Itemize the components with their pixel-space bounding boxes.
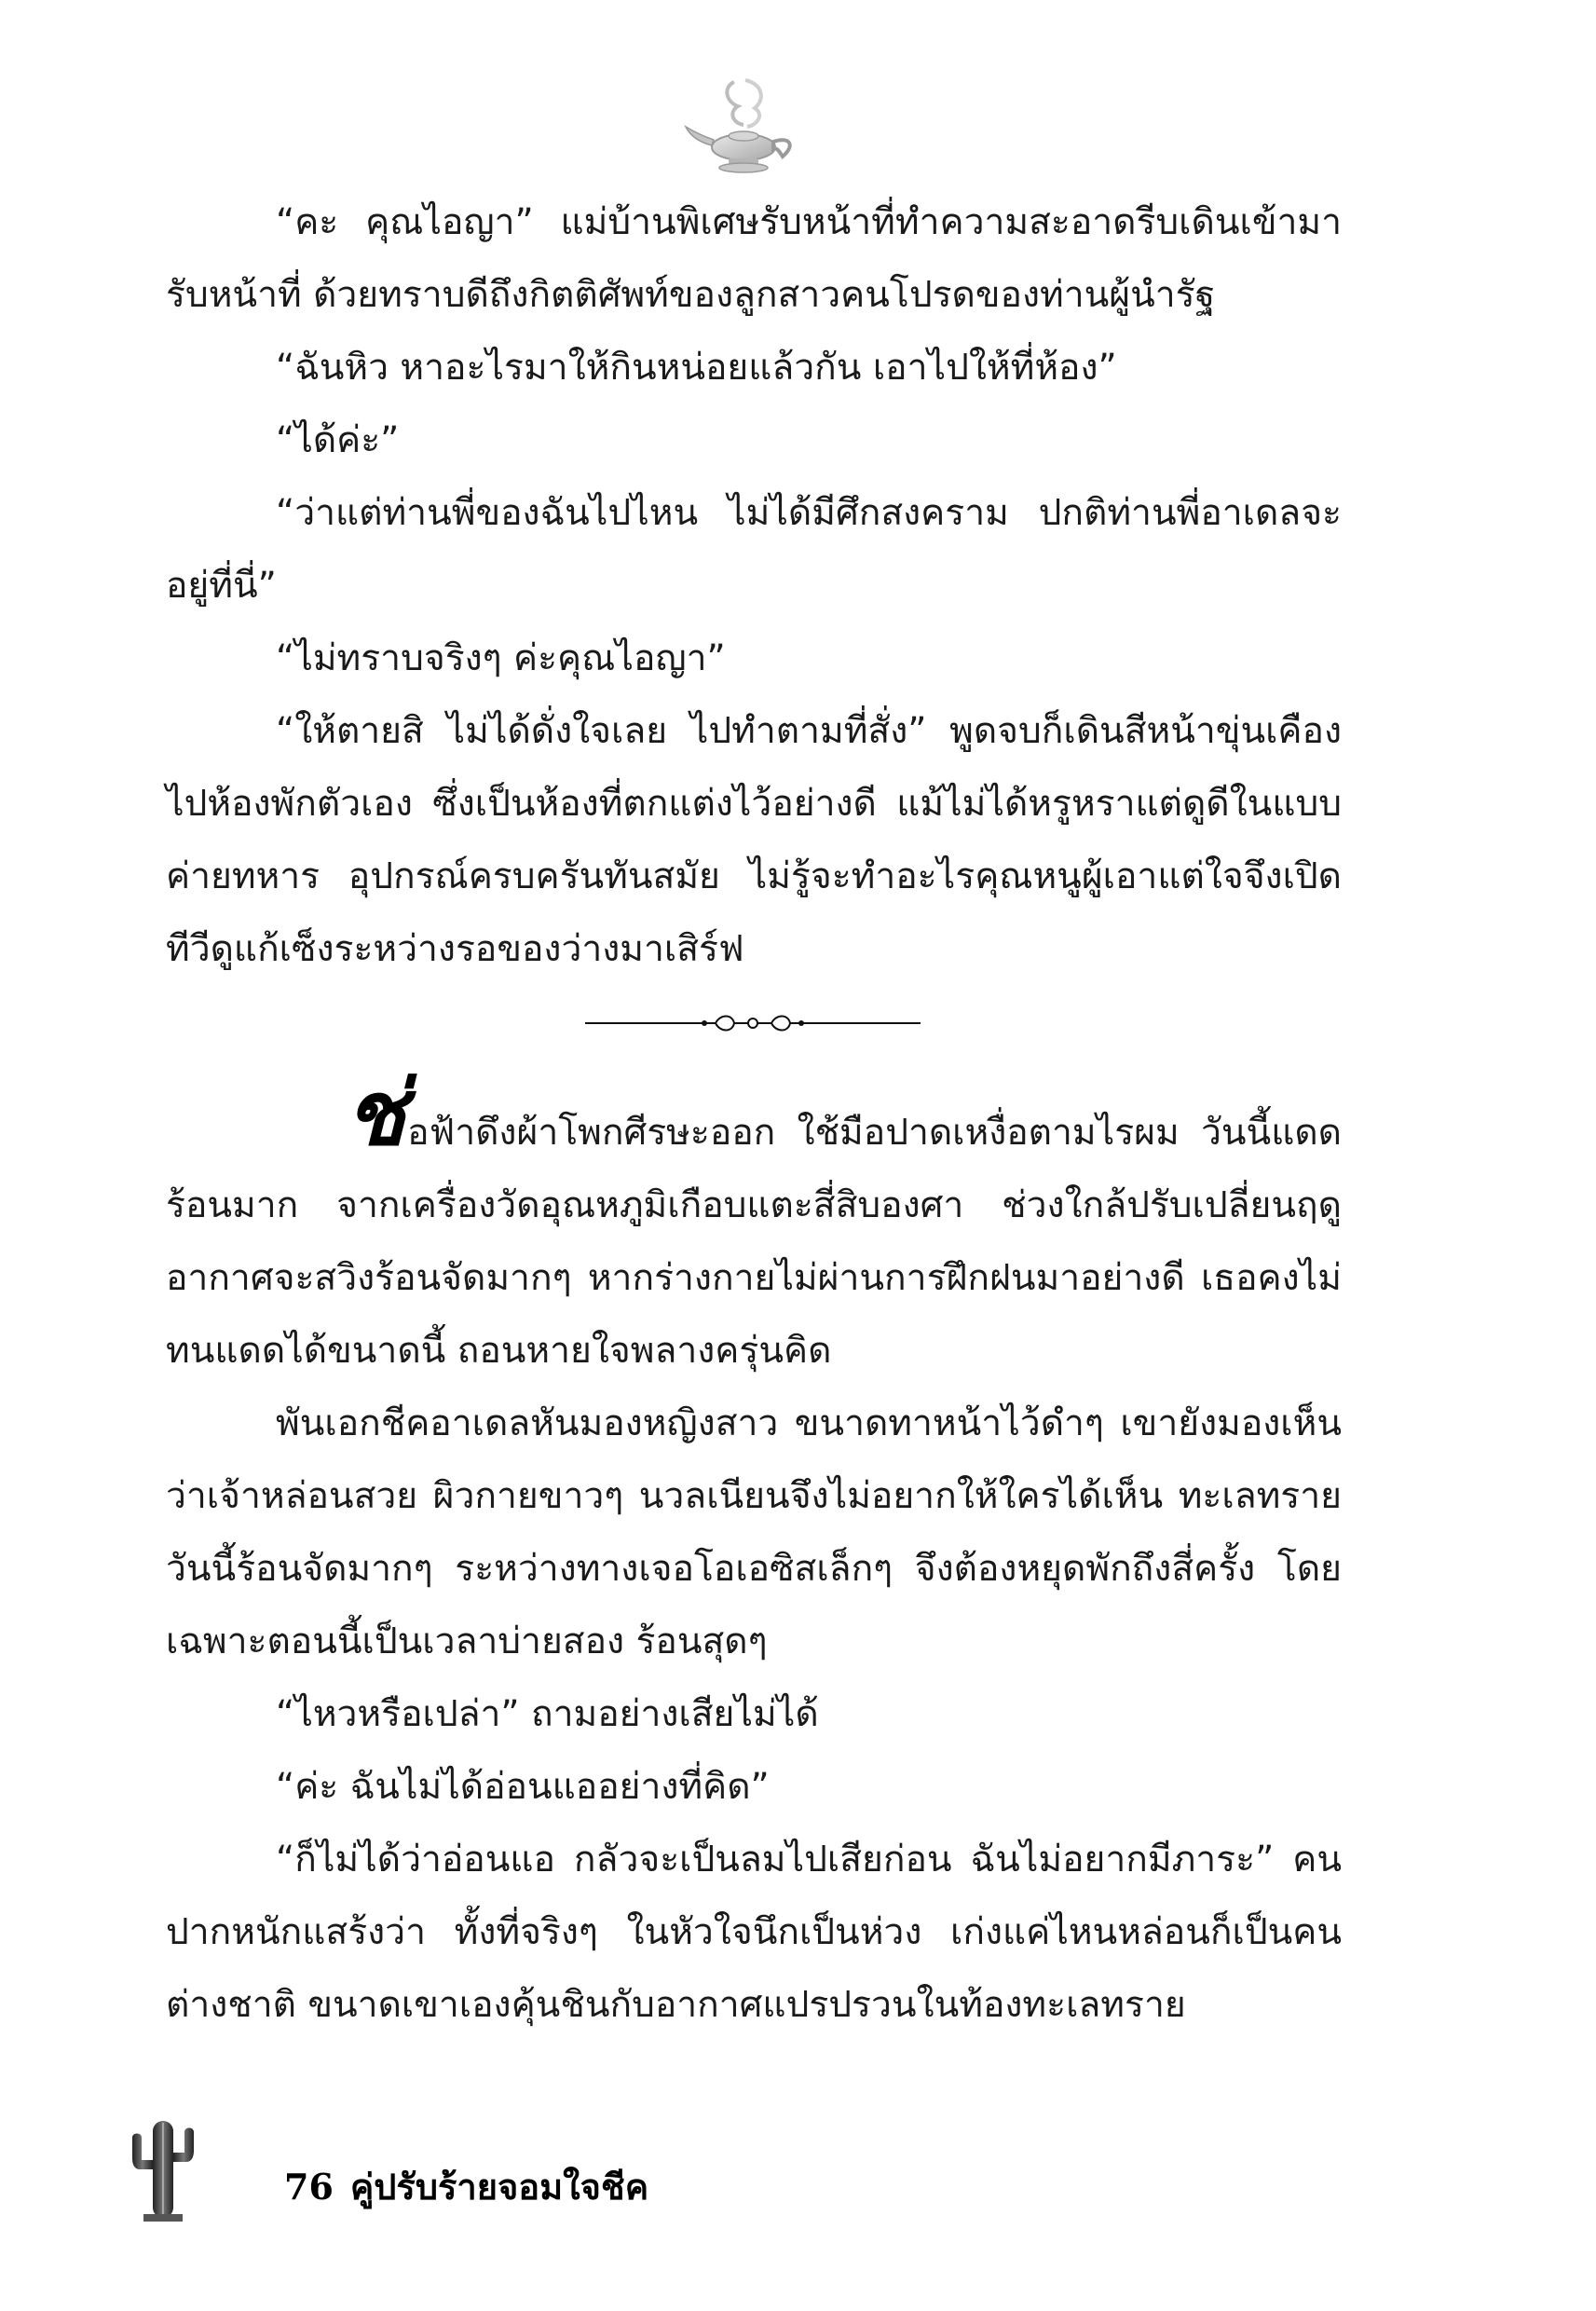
paragraph: พันเอกชีคอาเดลหันมองหญิงสาว ขนาดทาหน้าไว้ดำๆ เขายังมองเห็นว่าเจ้าหล่อนสวย ผิวกายขาวๆ นวลเนียนจึงไม่อยากให้ใครได้เห็น ทะเลทรายวันนี้ร้อนจัดมากๆ ระหว่างทางเจอโอเอซิสเล็กๆ จึงต้องหยุดพักถึงสี่ครั้ง โดยเฉพาะตอนนี้เป็นเวลาบ่ายสอง ร้อนสุดๆ [166,1402,1342,1662]
paragraph: “ไหวหรือเปล่า” ถามอย่างเสียไม่ได้ [276,1693,819,1735]
book-title: คู่ปรับร้ายจอมใจชีค [349,2166,649,2208]
page-number: 76 [284,2166,334,2208]
paragraph: “ไม่ทราบจริงๆ ค่ะคุณไอญา” [276,637,726,679]
top-paragraphs [166,186,1342,986]
bottom-paragraphs [166,1388,1342,2042]
magic-lamp-icon [680,75,811,177]
footer-caption [284,2158,665,2215]
paragraph: “ได้ค่ะ” [276,419,400,461]
ornamental-divider-icon [166,986,1342,1059]
paragraph: “ก็ไม่ได้ว่าอ่อนแอ กลัวจะเป็นลมไปเสียก่อน ฉันไม่อยากมีภาระ” คนปากหนักแสร้งว่า ทั้งที่จริงๆ ในหัวใจนึกเป็นห่วง เก่งแค่ไหนหล่อนก็เป็นคนต่างชาติ ขนาดเขาเองคุ้นชินกับอากาศแปรปรวนในท้องทะเลทราย [166,1839,1342,2026]
page-footer [121,2113,773,2225]
paragraph: “คะ คุณไอญา” แม่บ้านพิเศษรับหน้าที่ทำความสะอาดรีบเดินเข้ามารับหน้าที่ ด้วยทราบดีถึงกิตติศัพท์ของลูกสาวคนโปรดของท่านผู้นำรัฐ [166,201,1342,316]
dropcap-text: อฟ้าดึงผ้าโพกศีรษะออก ใช้มือปาดเหงื่อตามไรผม วันนี้แดดร้อนมาก จากเครื่องวัดอุณหภูมิเกือบแตะสี่สิบองศา ช่วงใกล้ปรับเปลี่ยนฤดูอากาศจะสวิงร้อนจัดมากๆ หากร่างกายไม่ผ่านการฝึกฝนมาอย่างดี เธอคงไม่ทนแดดได้ขนาดนี้ ถอนหายใจพลางครุ่นคิด [166,1112,1342,1372]
cactus-icon [121,2113,205,2225]
paragraph: “ฉันหิว หาอะไรมาให้กินหน่อยแล้วกัน เอาไปให้ที่ห้อง” [276,347,1117,389]
paragraph: “ว่าแต่ท่านพี่ของฉันไปไหน ไม่ได้มีศึกสงคราม ปกติท่านพี่อาเดลจะอยู่ที่นี่” [166,492,1342,607]
chapter-body [166,186,1342,2042]
dropcap-paragraph [166,1060,1342,1388]
dropcap-letter: ช่ [345,1060,406,1166]
paragraph: “ค่ะ ฉันไม่ได้อ่อนแออย่างที่คิด” [276,1766,770,1808]
paragraph: “ให้ตายสิ ไม่ได้ดั่งใจเลย ไปทำตามที่สั่ง” พูดจบก็เดินสีหน้าขุ่นเคืองไปห้องพักตัวเอง ซึ่งเป็นห้องที่ตกแต่งไว้อย่างดี แม้ไม่ได้หรูหราแต่ดูดีในแบบค่ายทหาร อุปกรณ์ครบครันทันสมัย ไม่รู้จะทำอะไรคุณหนูผู้เอาแต่ใจจึงเปิดทีวีดูแก้เซ็งระหว่างรอของว่างมาเสิร์ฟ [166,710,1342,970]
